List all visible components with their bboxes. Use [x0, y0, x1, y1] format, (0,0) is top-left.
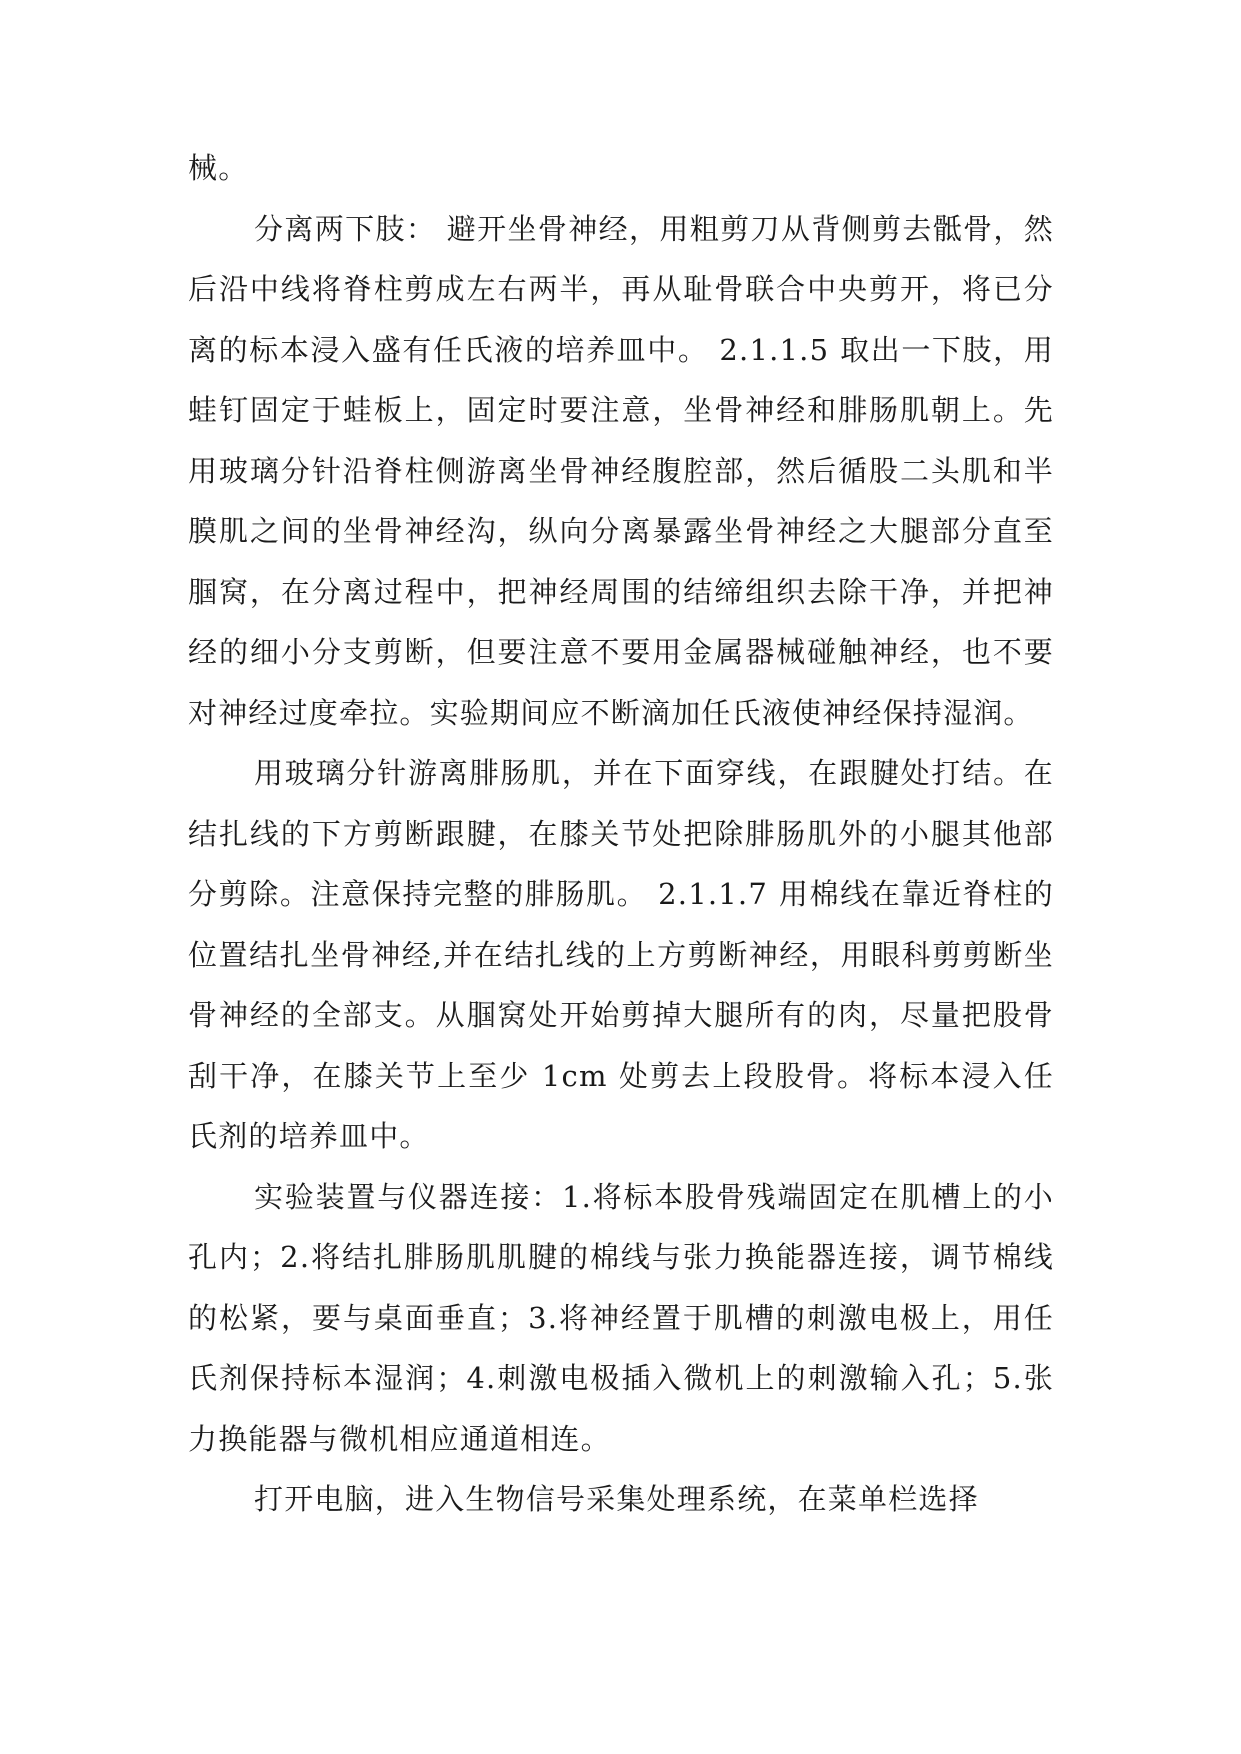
paragraph-gastrocnemius: 用玻璃分针游离腓肠肌，并在下面穿线，在跟腱处打结。在结扎线的下方剪断跟腱，在膝关节处把除腓肠肌外的小腿其他部分剪除。注意保持完整的腓肠肌。 2.1.1.7 用棉线在靠近脊柱的位置结扎坐骨神经,并在结扎线的上方剪断神经，用眼科剪剪断坐骨神经的全部支。从腘窝处开始剪掉大腿所有的肉，尽量把股骨刮干净，在膝关节上至少 1cm 处剪去上段股骨。将标本浸入任氏剂的培养皿中。 [188, 756, 1054, 1153]
paragraph-continuation: 械。 [188, 151, 249, 185]
paragraph-open-computer: 打开电脑，进入生物信号采集处理系统，在菜单栏选择 [254, 1482, 979, 1516]
document-page [188, 138, 1054, 1530]
paragraph-apparatus-connection: 实验装置与仪器连接：1.将标本股骨残端固定在肌槽上的小孔内；2.将结扎腓肠肌肌腱的棉线与张力换能器连接，调节棉线的松紧，要与桌面垂直；3.将神经置于肌槽的刺激电极上，用任氏剂保持标本湿润；4.刺激电极插入微机上的刺激输入孔；5.张力换能器与微机相应通道相连。 [188, 1179, 1054, 1456]
paragraph-separate-hindlimbs: 分离两下肢： 避开坐骨神经，用粗剪刀从背侧剪去骶骨，然后沿中线将脊柱剪成左右两半，再从耻骨联合中央剪开，将已分离的标本浸入盛有任氏液的培养皿中。 2.1.1.5 取出一下肢，用蛙钉固定于蛙板上，固定时要注意，坐骨神经和腓肠肌朝上。先用玻璃分针沿脊柱侧游离坐骨神经腹腔部，然后循股二头肌和半膜肌之间的坐骨神经沟，纵向分离暴露坐骨神经之大腿部分直至腘窝，在分离过程中，把神经周围的结缔组织去除干净，并把神经的细小分支剪断，但要注意不要用金属器械碰触神经，也不要对神经过度牵拉。实验期间应不断滴加任氏液使神经保持湿润。 [188, 211, 1054, 730]
